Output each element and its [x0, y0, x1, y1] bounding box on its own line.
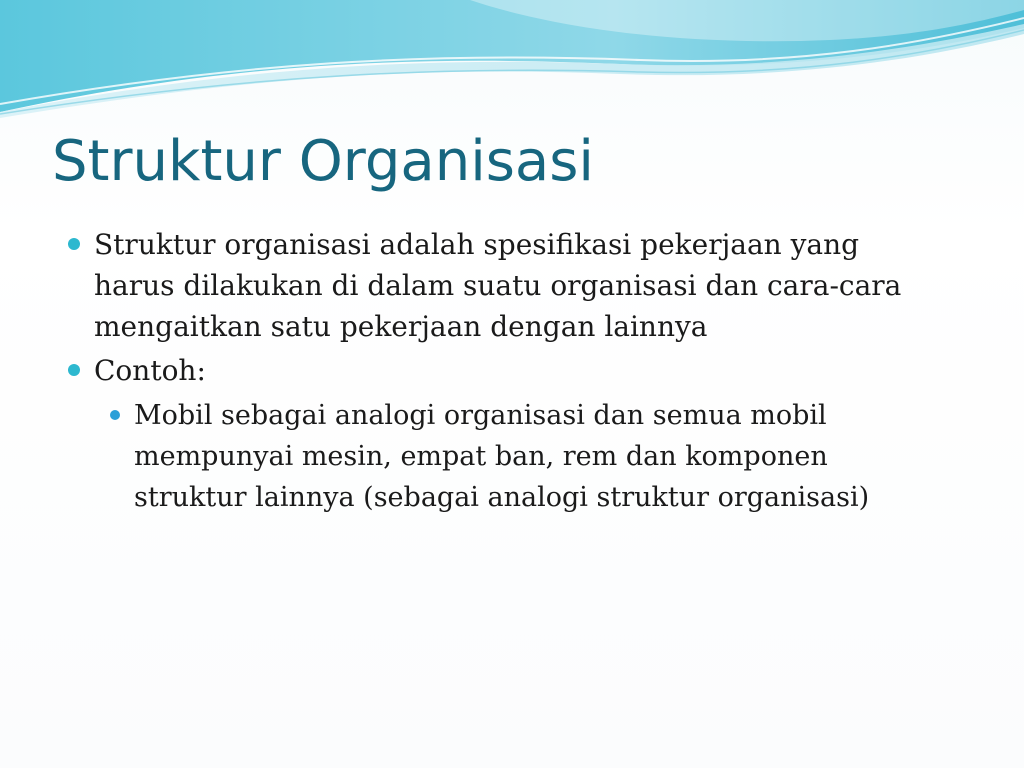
- bullet-dot-icon: [68, 238, 80, 250]
- sub-bullet-text: Mobil sebagai analogi organisasi dan semua mobil mempunyai mesin, empat ban, rem dan komponen struktur lainnya (sebagai analogi struktur organisasi): [134, 400, 870, 513]
- slide-body: [64, 224, 944, 518]
- bullet-text: Contoh:: [94, 354, 206, 387]
- sub-bullet-item-car-analogy: [64, 395, 944, 518]
- bullet-item-example: [64, 350, 944, 391]
- bullet-item-definition: [64, 224, 944, 347]
- slide-title: Struktur Organisasi: [52, 129, 594, 194]
- bullet-dot-icon: [68, 364, 80, 376]
- wave-header-decoration: [0, 0, 1024, 120]
- bullet-text: Struktur organisasi adalah spesifikasi pekerjaan yang harus dilakukan di dalam suatu organisasi dan cara-cara mengaitkan satu pekerjaan dengan lainnya: [94, 228, 902, 343]
- sub-bullet-dot-icon: [110, 410, 120, 420]
